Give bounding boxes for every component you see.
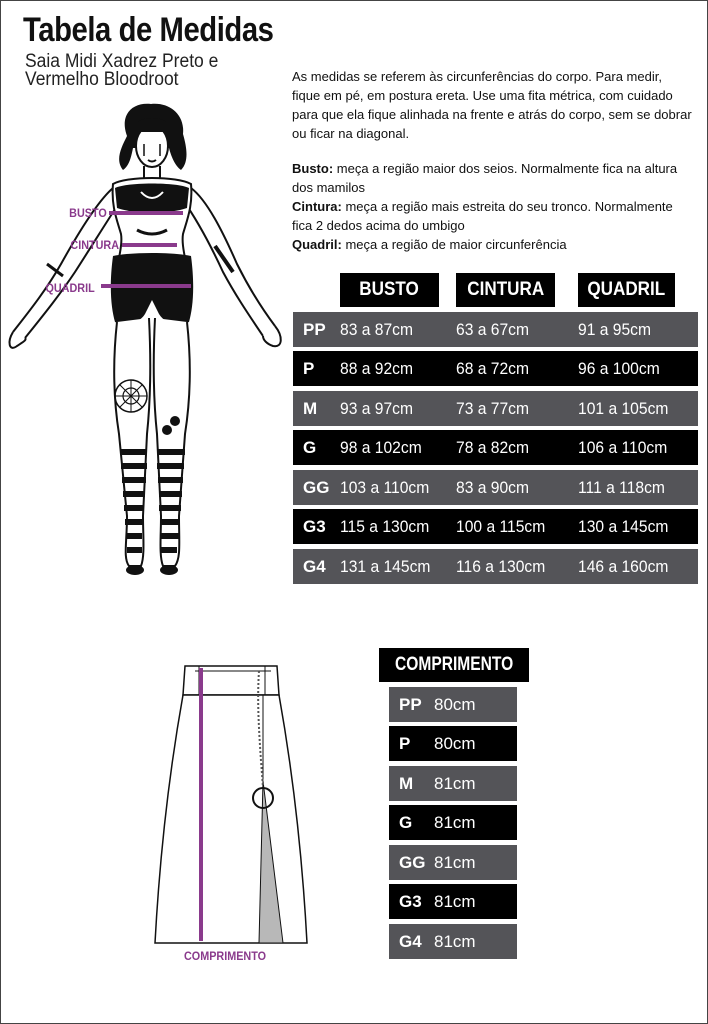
length-value: 81cm: [434, 931, 476, 951]
body-figure-icon: [1, 96, 291, 581]
length-row-g: [389, 805, 517, 840]
length-row-g4: [389, 924, 517, 959]
quadril-value: [578, 312, 657, 347]
length-table: [379, 648, 529, 959]
size-table-body: [293, 312, 698, 584]
column-header-waist: [456, 273, 555, 307]
definition-bust: [292, 159, 692, 197]
definition-waist: [292, 197, 692, 235]
bust-label: BUSTO: [69, 206, 107, 220]
busto-value: [340, 351, 419, 386]
length-table-body: [379, 687, 529, 959]
cintura-value-text: 63 a 67cm: [456, 319, 530, 339]
size-table: [293, 273, 698, 584]
size-row-gg: [293, 470, 698, 505]
size-code: GG: [303, 477, 330, 497]
quadril-value: [578, 391, 676, 426]
definition-term: Busto:: [292, 161, 334, 176]
busto-value-text: 83 a 87cm: [340, 319, 414, 339]
size-code: G4: [303, 556, 326, 576]
hip-label: QUADRIL: [45, 281, 95, 295]
size-code: PP: [303, 319, 326, 339]
quadril-value-text: 146 a 160cm: [578, 556, 669, 576]
cintura-value-text: 73 a 77cm: [456, 398, 530, 418]
size-code: PP: [399, 694, 422, 714]
length-table-header: [379, 648, 529, 682]
cintura-value: [456, 470, 535, 505]
length-label: COMPRIMENTO: [184, 949, 267, 963]
cintura-value-text: 68 a 72cm: [456, 359, 530, 378]
busto-value-text: 115 a 130cm: [340, 517, 430, 536]
busto-value: [340, 470, 437, 505]
busto-value-text: 131 a 145cm: [340, 556, 431, 576]
size-code: G4: [399, 931, 422, 951]
column-header-label: BUSTO: [359, 279, 420, 300]
size-row-g4: [293, 549, 698, 584]
length-value: 81cm: [434, 813, 476, 832]
cintura-value: [456, 312, 535, 347]
busto-value: [340, 391, 419, 426]
definition-hip: [292, 235, 692, 254]
measuring-instructions: As medidas se referem às circunferências do corpo. Para medir, fique em pé, em postura ereta. Use uma fita métrica, com cuidado para que ela fique alinhada na frente e atrás do corpo, sem se dobrar ou ficar na diagonal.: [292, 69, 692, 141]
length-value: 81cm: [434, 773, 476, 793]
column-header-label: QUADRIL: [587, 279, 666, 300]
page-title: Tabela de Medidas: [23, 11, 274, 49]
quadril-value-text: 111 a 118cm: [578, 477, 665, 497]
size-code: P: [303, 359, 315, 378]
definition-text: meça a região maior dos seios. Normalmente fica na altura dos mamilos: [292, 161, 678, 195]
cintura-value-text: 78 a 82cm: [456, 438, 530, 457]
cintura-value: [456, 549, 553, 584]
length-value: 80cm: [434, 734, 476, 753]
quadril-value-text: 101 a 105cm: [578, 398, 669, 418]
measurement-definitions: [292, 159, 692, 254]
skirt-icon: [151, 661, 311, 946]
body-figure-illustration: [1, 96, 291, 581]
column-header-bust: [340, 273, 439, 307]
column-header-hip: [578, 273, 675, 307]
quadril-value: [578, 430, 675, 465]
quadril-value-text: 106 a 110cm: [578, 438, 668, 457]
column-header-label: CINTURA: [467, 279, 544, 300]
size-code: G: [399, 813, 413, 832]
definition-term: Cintura:: [292, 199, 342, 214]
quadril-value: [578, 470, 673, 505]
busto-value: [340, 312, 419, 347]
definition-text: meça a região mais estreita do seu tronco. Normalmente fica 2 dedos acima do umbigo: [292, 199, 673, 233]
definition-term: Quadril:: [292, 237, 342, 252]
product-name: Saia Midi Xadrez Preto e Vermelho Bloodroot: [25, 51, 219, 90]
size-code: M: [303, 398, 318, 418]
size-row-g: [293, 430, 698, 465]
busto-value-text: 98 a 102cm: [340, 438, 422, 457]
size-code: G3: [303, 517, 326, 536]
skirt-illustration: [151, 661, 311, 951]
quadril-value-text: 96 a 100cm: [578, 359, 660, 378]
size-row-g3: [293, 509, 698, 544]
length-row-g3: [389, 884, 517, 919]
cintura-value: [456, 391, 535, 426]
cintura-value-text: 116 a 130cm: [456, 556, 546, 576]
quadril-value-text: 91 a 95cm: [578, 319, 652, 339]
length-row-pp: [389, 687, 517, 722]
busto-value: [340, 430, 429, 465]
size-row-pp: [293, 312, 698, 347]
size-code: G: [303, 438, 317, 457]
busto-value-text: 103 a 110cm: [340, 477, 430, 497]
length-row-p: [389, 726, 517, 761]
length-value: 81cm: [434, 892, 476, 911]
size-code: GG: [399, 852, 426, 872]
busto-value: [340, 509, 437, 544]
cintura-value: [456, 351, 535, 386]
busto-value-text: 88 a 92cm: [340, 359, 414, 378]
quadril-value: [578, 351, 667, 386]
quadril-value: [578, 549, 676, 584]
cintura-value-text: 83 a 90cm: [456, 477, 530, 497]
cintura-value: [456, 509, 553, 544]
size-code: M: [399, 773, 414, 793]
length-header-label: COMPRIMENTO: [394, 654, 514, 675]
busto-value-text: 93 a 97cm: [340, 398, 414, 418]
size-code: G3: [399, 892, 422, 911]
quadril-value: [578, 509, 676, 544]
size-row-p: [293, 351, 698, 386]
definition-text: meça a região de maior circunferência: [341, 237, 567, 252]
size-row-m: [293, 391, 698, 426]
busto-value: [340, 549, 438, 584]
length-value: 80cm: [434, 694, 476, 714]
size-code: P: [399, 734, 411, 753]
length-row-m: [389, 766, 517, 801]
cintura-value: [456, 430, 535, 465]
quadril-value-text: 130 a 145cm: [578, 517, 669, 536]
cintura-value-text: 100 a 115cm: [456, 517, 546, 536]
length-row-gg: [389, 845, 517, 880]
waist-label: CINTURA: [70, 238, 119, 252]
length-value: 81cm: [434, 852, 476, 872]
size-table-header: [293, 273, 698, 307]
